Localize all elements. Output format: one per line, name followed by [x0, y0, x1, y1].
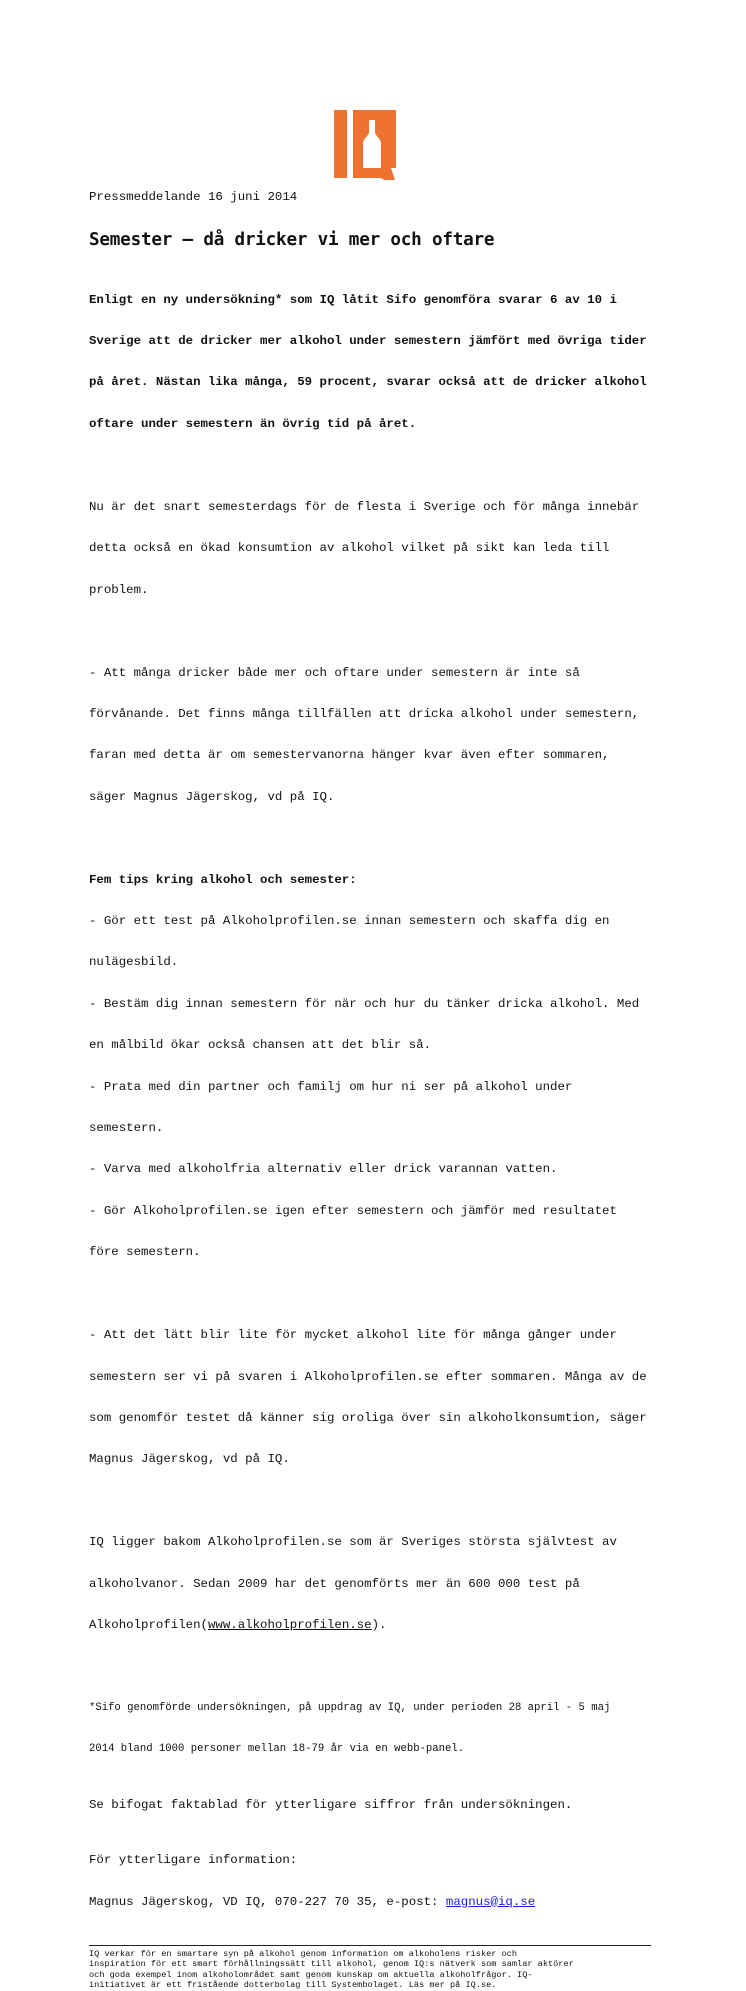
text-line: - Att det lätt blir lite för mycket alkohol lite för många gånger under [89, 1328, 617, 1343]
attachment-note: Se bifogat faktablad för ytterligare siffror från undersökningen. [89, 1797, 573, 1812]
text-line [89, 1619, 669, 1633]
footer-line: initiativet är ett fristående dotterbolag till Systembolaget. Läs mer på IQ.se. [89, 1980, 497, 1991]
text-line: semestern ser vi på svaren i Alkoholprofilen.se efter sommaren. Många av de [89, 1369, 647, 1384]
paragraph-about-alkoholprofilen [89, 1509, 669, 1661]
tip-line: före semestern. [89, 1245, 201, 1260]
contact-info [89, 1827, 669, 1937]
dateline: Pressmeddelande 16 juni 2014 [89, 190, 298, 204]
footer-divider [89, 1945, 651, 1946]
footer-line: inspiration för ett smart förhållningssätt till alkohol, genom IQ:s nätverk som samlar aktörer [89, 1959, 574, 1970]
tip-line: en målbild ökar också chansen att det blir så. [89, 1038, 432, 1053]
paragraph-quote-1 [89, 639, 669, 832]
lead-line: Sverige att de dricker mer alkohol under semestern jämfört med övriga tider [89, 333, 647, 348]
text-line: problem. [89, 582, 149, 597]
text-line: som genomför testet då känner sig oroliga över sin alkoholkonsumtion, säger [89, 1410, 647, 1425]
text-segment: ). [371, 1618, 387, 1633]
text-line: alkoholvanor. Sedan 2009 har det genomförts mer än 600 000 test på [89, 1576, 580, 1591]
text-segment: Alkoholprofilen( [89, 1618, 208, 1633]
text-line: Nu är det snart semesterdags för de flesta i Sverige och för många innebär [89, 499, 640, 514]
text-line: detta också en ökad konsumtion av alkohol vilket på sikt kan leda till [89, 541, 610, 556]
lead-line: Enligt en ny undersökning* som IQ låtit Sifo genomföra svarar 6 av 10 i [89, 292, 617, 307]
contact-line [89, 1896, 669, 1910]
lead-line: oftare under semestern än övrig tid på året. [89, 416, 417, 431]
paragraph-intro [89, 473, 669, 625]
tip-line: - Bestäm dig innan semestern för när och hur du tänker dricka alkohol. Med [89, 996, 640, 1011]
tip-line: semestern. [89, 1121, 164, 1136]
tip-line: - Gör ett test på Alkoholprofilen.se innan semestern och skaffa dig en [89, 914, 610, 929]
tips-list [89, 846, 669, 1288]
tip-line: - Gör Alkoholprofilen.se igen efter semestern och jämför med resultatet [89, 1203, 617, 1218]
contact-label: För ytterligare information: [89, 1853, 298, 1868]
alkoholprofilen-link[interactable]: www.alkoholprofilen.se [207, 1618, 372, 1633]
tips-title: Fem tips kring alkohol och semester: [89, 872, 357, 887]
footnote [89, 1675, 669, 1785]
text-line: Magnus Jägerskog, vd på IQ. [89, 1452, 290, 1467]
footer [89, 1949, 669, 1991]
text-line: IQ ligger bakom Alkoholprofilen.se som är Sveriges största självtest av [89, 1535, 617, 1550]
text-line: - Att många dricker både mer och oftare under semestern är inte så [89, 665, 580, 680]
press-release [89, 190, 669, 1991]
text-line: faran med detta är om semestervanorna hänger kvar även efter sommaren, [89, 748, 610, 763]
email-link[interactable]: magnus@iq.se [445, 1894, 536, 1909]
paragraph-quote-2 [89, 1302, 669, 1495]
logo-letter-i [334, 110, 347, 178]
contact-text: Magnus Jägerskog, VD IQ, 070-227 70 35, e-post: [89, 1894, 446, 1909]
text-line: förvånande. Det finns många tillfällen att dricka alkohol under semestern, [89, 706, 640, 721]
tip-line: - Varva med alkoholfria alternativ eller drick varannan vatten. [89, 1162, 558, 1177]
tip-line: - Prata med din partner och familj om hur ni ser på alkohol under [89, 1079, 573, 1094]
footer-line: och goda exempel inom alkoholområdet samt genom kunskap om aktuella alkoholfrågor. IQ- [89, 1969, 533, 1980]
footnote-line: *Sifo genomförde undersökningen, på uppdrag av IQ, under perioden 28 april - 5 maj [89, 1702, 611, 1715]
footer-line: IQ verkar för en smartare syn på alkohol genom information om alkoholens risker och [89, 1949, 518, 1960]
footnote-line: 2014 bland 1000 personer mellan 18-79 år via en webb-panel. [89, 1743, 465, 1756]
iq-logo [334, 110, 396, 180]
headline: Semester – då dricker vi mer och oftare [89, 230, 495, 250]
text-line: säger Magnus Jägerskog, vd på IQ. [89, 789, 335, 804]
lead-line: på året. Nästan lika många, 59 procent, svarar också att de dricker alkohol [89, 375, 647, 390]
lead-paragraph [89, 266, 669, 459]
logo-letter-q [353, 110, 396, 180]
tip-line: nulägesbild. [89, 955, 179, 970]
